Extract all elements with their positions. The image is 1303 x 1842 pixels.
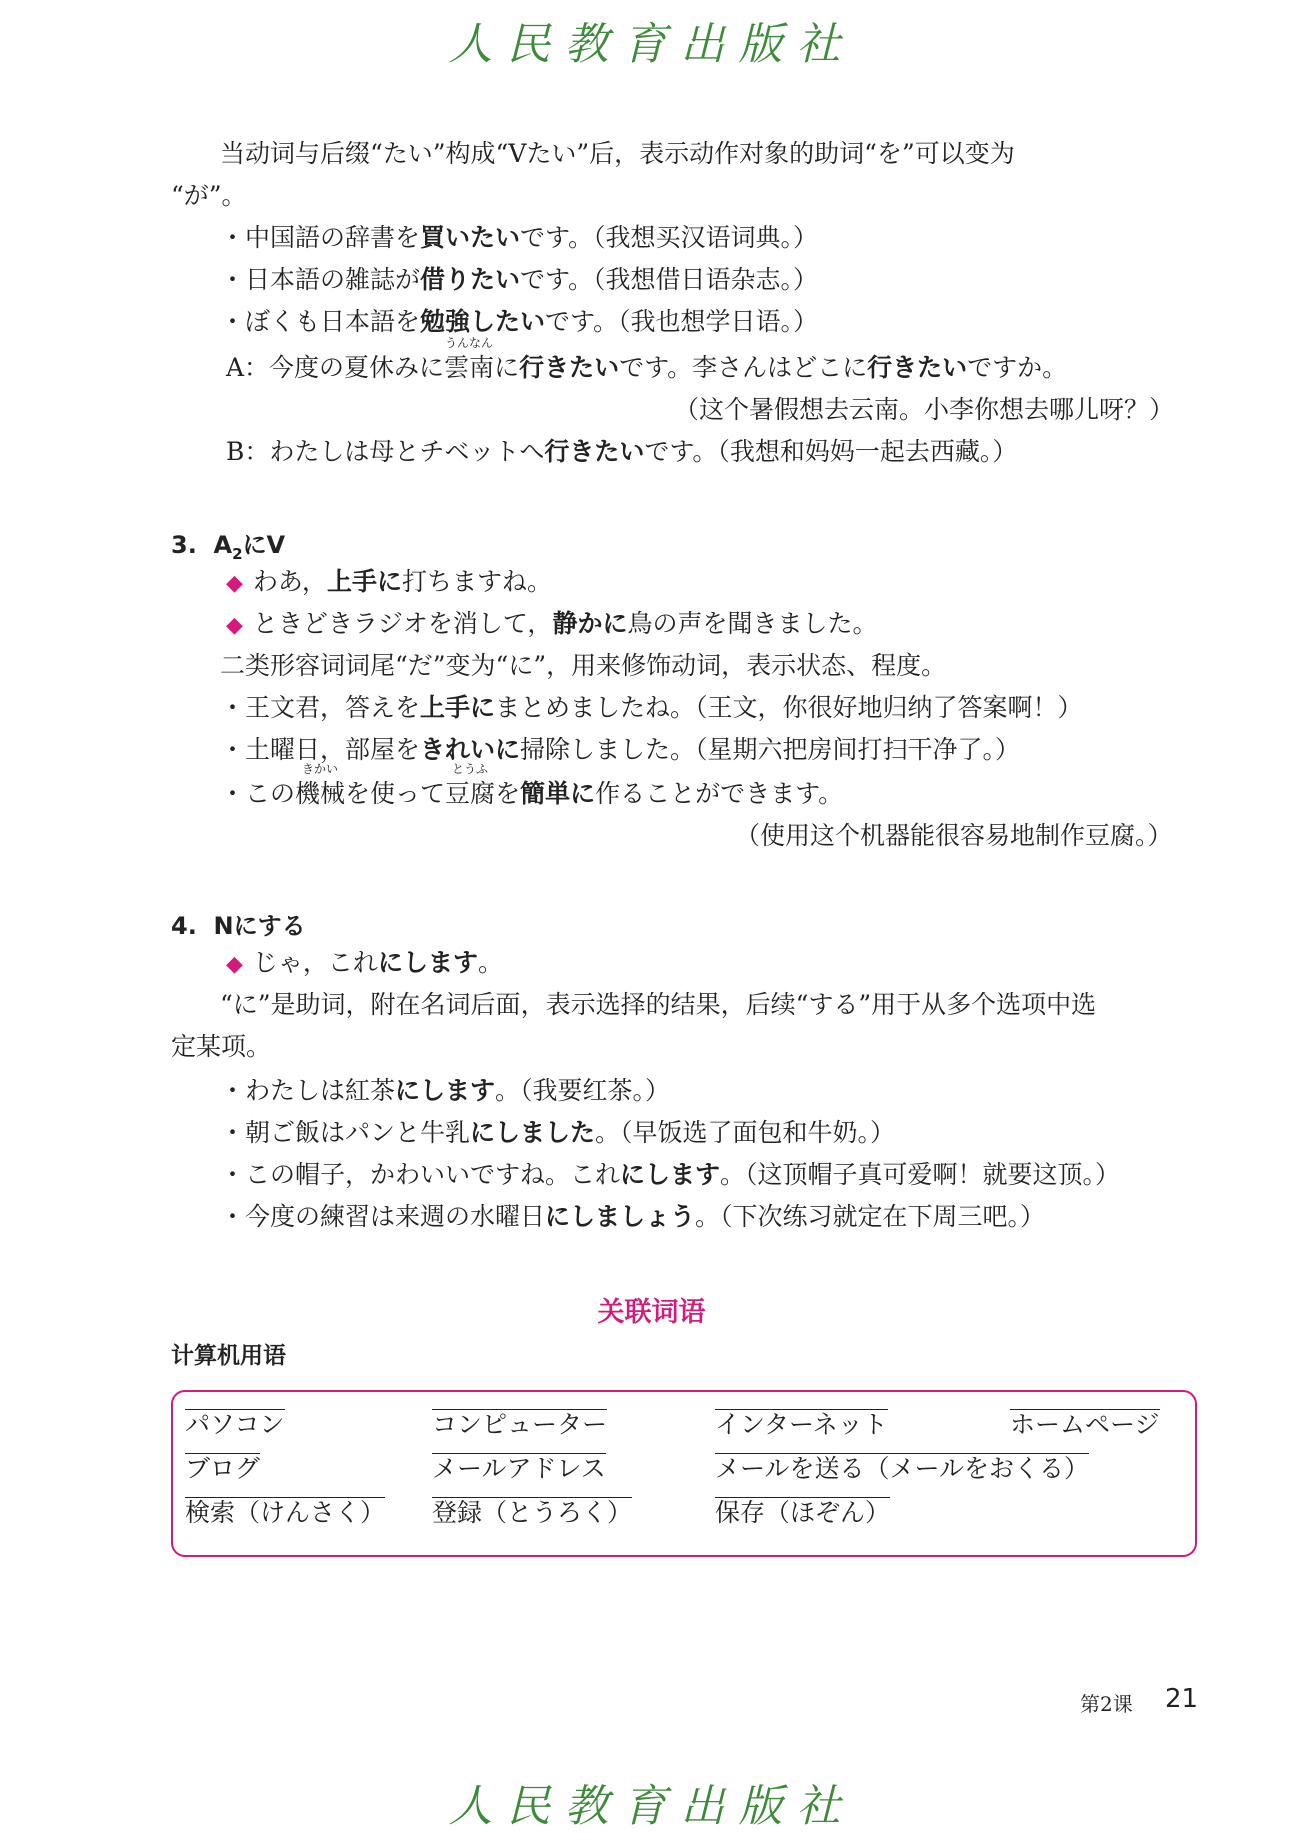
dialog-a: A：今度の夏休みに うんなん 雲南に行きたいです。李さんはどこに行きたいですか。: [226, 336, 1068, 382]
tai-example-3: ・ぼくも日本語を勉強したいです。（我也想学日语。）: [220, 307, 819, 336]
section-4-example-1: ◆ じゃ，これにします。: [226, 948, 503, 977]
vocab-word: 登録（とうろく）: [432, 1498, 633, 1527]
intro-line-1: 当动词与后缀“たい”构成“Vたい”后，表示动作对象的助词“を”可以变为: [220, 139, 1015, 168]
section-3-sentence-3-translation: （使用这个机器能很容易地制作豆腐。）: [735, 821, 1173, 850]
vocab-word: パソコン: [185, 1410, 285, 1439]
lesson-label: 第2课: [1080, 1692, 1133, 1716]
vocab-word: インターネット: [715, 1410, 888, 1439]
publisher-logo-top: 人民教育出版社: [448, 19, 855, 70]
intro-line-2: “が”。: [171, 181, 247, 210]
diamond-bullet-icon: ◆: [226, 952, 243, 977]
ruby-kikai: きかい 機械: [295, 762, 346, 808]
dialog-b: B：わたしは母とチベットへ行きたいです。（我想和妈妈一起去西藏。）: [226, 437, 1018, 466]
section-4-explanation-2: 定某项。: [171, 1032, 272, 1061]
section-3-sentence-3: ・この きかい 機械を使って とうふ 豆腐を簡単に作ることができます。: [220, 762, 844, 808]
ruby-unnan: うんなん 雲南: [444, 336, 495, 382]
related-words-title: 关联词语: [597, 1297, 706, 1328]
vocab-word: 検索（けんさく）: [185, 1498, 386, 1527]
section-3-sentence-1: ・王文君，答えを上手にまとめましたね。（王文，你很好地归纳了答案啊！）: [220, 693, 1083, 722]
section-4-sentence-2: ・朝ご飯はパンと牛乳にしました。（早饭选了面包和牛奶。）: [220, 1118, 896, 1147]
section-3-sentence-2: ・土曜日，部屋をきれいに掃除しました。（星期六把房间打扫干净了。）: [220, 735, 1021, 764]
tai-example-1: ・中国語の辞書を買いたいです。（我想买汉语词典。）: [220, 223, 819, 252]
section-4-sentence-3: ・この帽子，かわいいですね。これにします。（这顶帽子真可爱啊！就要这顶。）: [220, 1160, 1121, 1189]
section-4-sentence-4: ・今度の練習は来週の水曜日にしましょう。（下次练习就定在下周三吧。）: [220, 1202, 1046, 1231]
section-3-explanation: 二类形容词词尾“だ”变为“に”，用来修饰动词，表示状态、程度。: [220, 651, 947, 680]
vocab-word: ブログ: [185, 1454, 261, 1483]
vocab-word: メールアドレス: [432, 1454, 606, 1483]
publisher-logo-bottom: 人民教育出版社: [448, 1781, 855, 1832]
ruby-toufu: とうふ 豆腐: [445, 762, 496, 808]
vocab-word: 保存（ほぞん）: [715, 1498, 891, 1527]
page-number: 21: [1165, 1684, 1199, 1714]
section-4-sentence-1: ・わたしは紅茶にします。（我要红茶。）: [220, 1076, 671, 1105]
dialog-a-translation: （这个暑假想去云南。小李你想去哪儿呀？）: [674, 395, 1175, 424]
vocab-word: コンピューター: [432, 1410, 608, 1439]
vocab-word: メールを送る（メールをおくる）: [715, 1454, 1090, 1483]
diamond-bullet-icon: ◆: [226, 571, 243, 596]
tai-example-2: ・日本語の雑誌が借りたいです。（我想借日语杂志。）: [220, 265, 819, 294]
section-3-heading: 3. $A_2$にV: [171, 531, 286, 563]
section-4-heading: 4. Nにする: [171, 912, 306, 940]
section-4-explanation-1: “に”是助词，附在名词后面，表示选择的结果，后续“する”用于从多个选项中选: [220, 990, 1097, 1019]
diamond-bullet-icon: ◆: [226, 613, 243, 638]
section-3-example-1: ◆ わあ，上手に打ちますね。: [226, 567, 552, 596]
section-3-example-2: ◆ ときどきラジオを消して，静かに鳥の声を聞きました。: [226, 609, 878, 638]
computer-terms-subtitle: 计算机用语: [171, 1343, 286, 1369]
vocab-word: ホームページ: [1010, 1410, 1160, 1439]
